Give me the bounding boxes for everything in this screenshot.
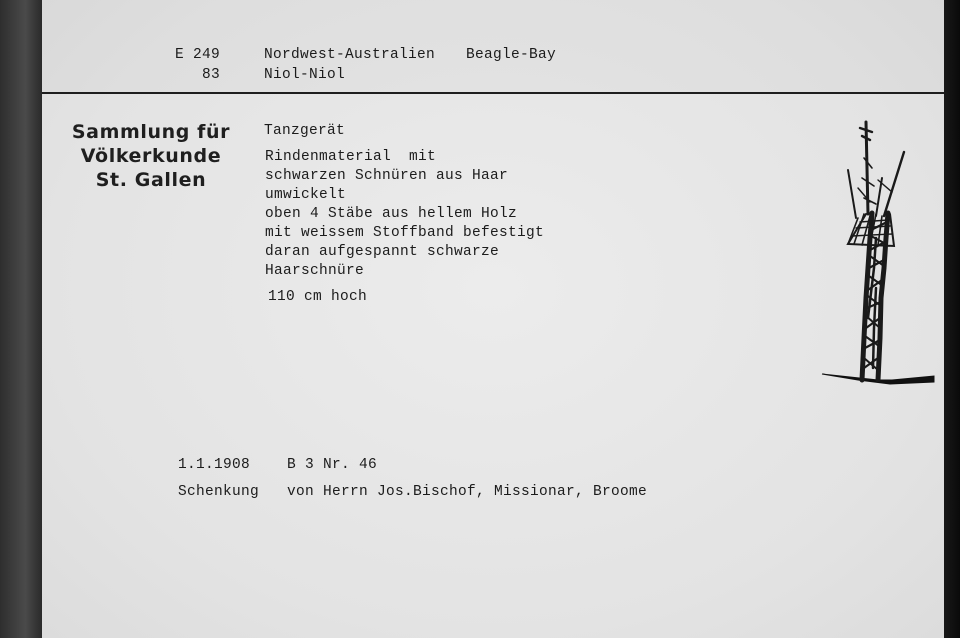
card-drawer-left-edge	[0, 0, 42, 638]
museum-stamp	[56, 120, 246, 192]
card-drawer-right-edge	[942, 0, 960, 638]
description-line: daran aufgespannt schwarze	[265, 244, 500, 260]
catalog-card	[42, 0, 944, 638]
description-line: Rindenmaterial mit	[265, 149, 437, 165]
acquisition-date: 1.1.1908	[178, 457, 251, 473]
description-line: schwarzen Schnüren aus Haar	[265, 168, 509, 184]
stamp-line-3: St. Gallen	[95, 169, 207, 191]
description-line: mit weissem Stoffband befestigt	[265, 225, 545, 241]
object-title: Tanzgerät	[264, 123, 346, 139]
acquisition-reference: B 3 Nr. 46	[287, 457, 378, 473]
description-line: oben 4 Stäbe aus hellem Holz	[265, 206, 518, 222]
description-line: Haarschnüre	[265, 263, 365, 279]
description-line: umwickelt	[265, 187, 347, 203]
people: Niol-Niol	[264, 67, 346, 83]
sub-number: 83	[201, 67, 220, 83]
object-size: 110 cm hoch	[268, 289, 368, 305]
header-divider	[42, 92, 944, 94]
location: Beagle-Bay	[466, 47, 557, 63]
acquisition-source: von Herrn Jos.Bischof, Missionar, Broome	[287, 484, 648, 500]
catalog-number: E 249	[174, 47, 220, 63]
object-description	[265, 148, 544, 281]
stamp-line-1: Sammlung für	[71, 121, 231, 143]
stamp-line-2: Völkerkunde	[80, 145, 222, 167]
dance-object-sketch-icon	[818, 118, 940, 390]
region: Nordwest-Australien	[264, 47, 436, 63]
acquisition-type: Schenkung	[178, 484, 260, 500]
